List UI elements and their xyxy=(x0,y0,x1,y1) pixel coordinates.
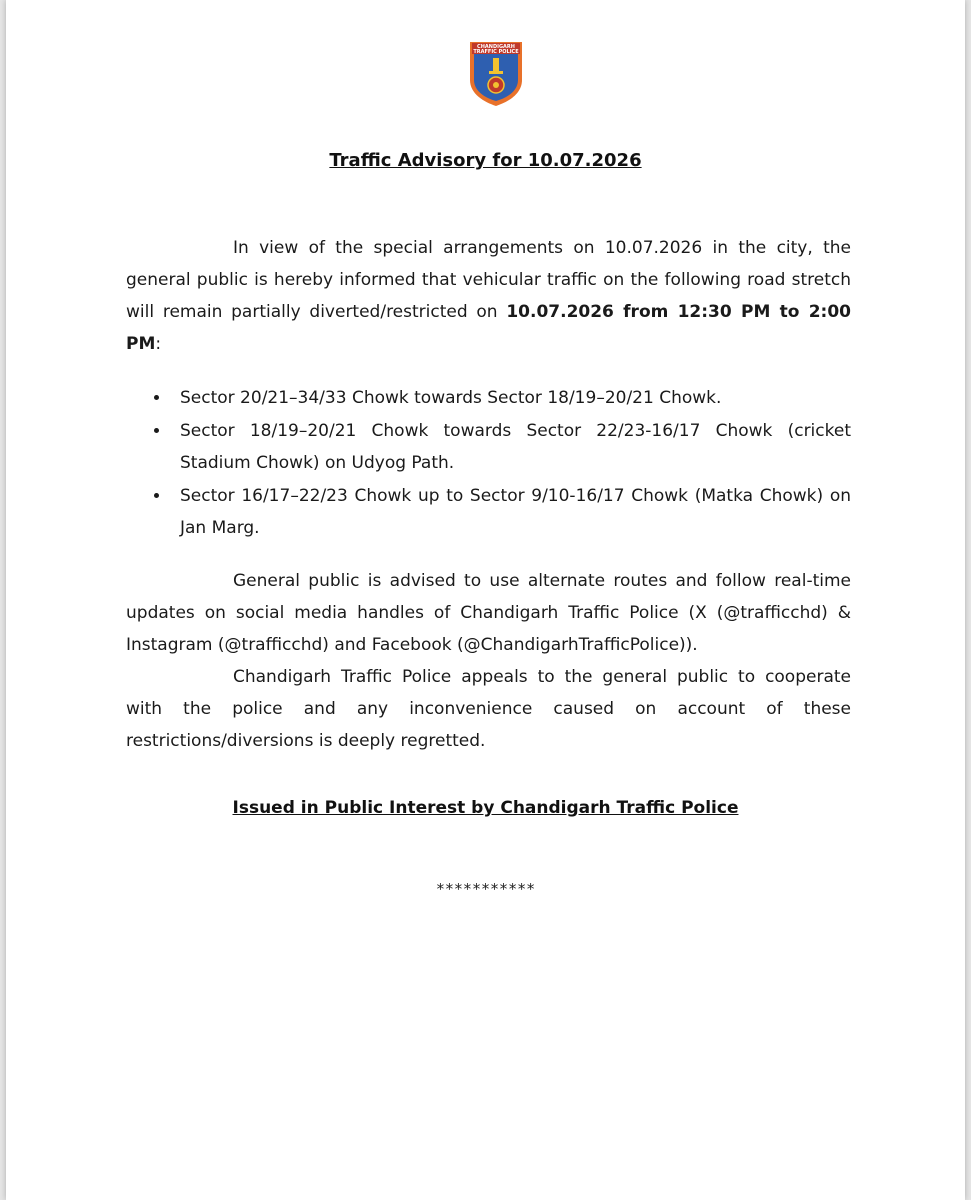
route-item xyxy=(126,415,851,479)
alternate-routes-paragraph: General public is advised to use alternate routes and follow real-time updates on social media handles of Chandigarh Traffic Police (X (@trafficchd) & Instagram (@trafficchd) and Facebook (@ChandigarhTrafficPolice)). xyxy=(126,571,851,655)
route-text: Sector 18/19–20/21 Chowk towards Sector 22/23-16/17 Chowk (cricket Stadium Chowk) on Udyog Path. xyxy=(180,421,851,473)
advisory-page xyxy=(6,0,965,1200)
appeal-paragraph: Chandigarh Traffic Police appeals to the general public to cooperate with the police and any inconvenience caused on account of these restrictions/diversions is deeply regretted. xyxy=(126,667,851,751)
route-list xyxy=(126,382,851,545)
intro-date-time: 10.07.2026 from 12:30 PM to 2:00 PM xyxy=(126,302,851,354)
intro-paragraph xyxy=(126,232,851,360)
logo-line1: CHANDIGARH xyxy=(477,44,515,50)
route-item xyxy=(126,480,851,544)
route-item xyxy=(126,382,851,414)
intro-suffix: : xyxy=(155,334,162,354)
intro-text: In view of the special arrangements on 10.07.2026 in the city, the general public is hereby informed that vehicular traffic on the following road stretch will remain partially diverted/restricted on xyxy=(126,238,851,322)
chandigarh-traffic-police-logo xyxy=(468,40,524,108)
issued-by-line: Issued in Public Interest by Chandigarh Traffic Police xyxy=(232,798,739,818)
bullet-dot-icon xyxy=(154,493,159,498)
route-text: Sector 16/17–22/23 Chowk up to Sector 9/10-16/17 Chowk (Matka Chowk) on Jan Marg. xyxy=(180,486,851,538)
bullet-dot-icon xyxy=(154,428,159,433)
advisory-title: Traffic Advisory for 10.07.2026 xyxy=(329,150,642,171)
footer-stars: *********** xyxy=(435,880,536,898)
logo-line2: TRAFFIC POLICE xyxy=(473,49,519,55)
route-text: Sector 20/21–34/33 Chowk towards Sector 18/19–20/21 Chowk. xyxy=(180,388,722,408)
bullet-dot-icon xyxy=(154,395,159,400)
